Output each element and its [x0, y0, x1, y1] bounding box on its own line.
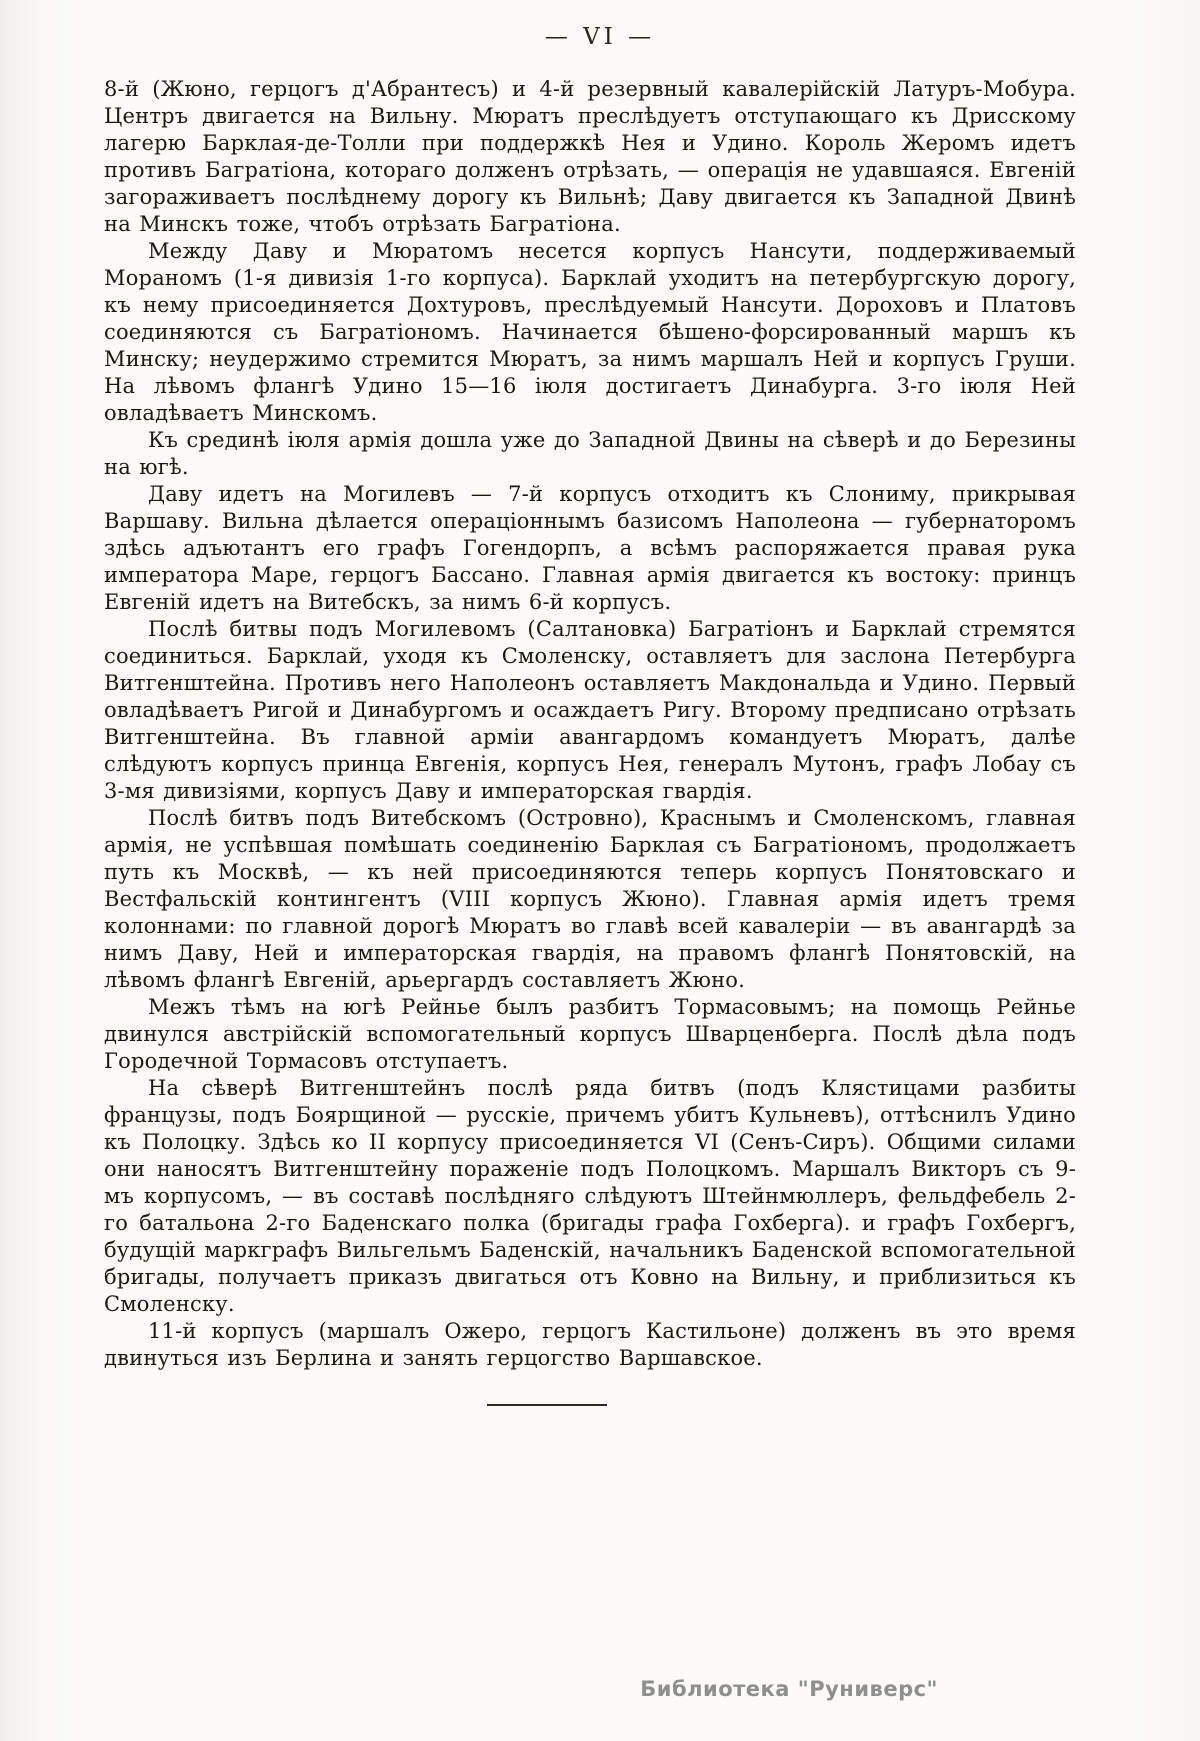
paragraph: Между Даву и Мюратомъ несется корпусъ Нансути, поддерживаемый Мораномъ (1-я дивизія 1-го корпуса). Барклай уходитъ на петербургскую дорогу, къ нему присоединяется Дохтуровъ, преслѣдуемый Нансути. Дороховъ и Платовъ соединяются съ Багратіономъ. Начинается бѣшено-форсированный маршъ къ Минску; неудержимо стремится Мюратъ, за нимъ маршалъ Ней и корпусъ Груши. На лѣвомъ флангѣ Удино 15—16 іюля достигаетъ Динабурга. 3-го іюля Ней овладѣваетъ Минскомъ.: [104, 239, 1076, 425]
paragraph: Послѣ битвъ подъ Витебскомъ (Островно), Краснымъ и Смоленскомъ, главная армія, не успѣвшая помѣшать соединенію Барклая съ Багратіономъ, продолжаетъ путь къ Москвѣ, — къ ней присоединяются теперь корпусъ Понятовскаго и Вестфальскій контингентъ (VIII корпусъ Жюно). Главная армія идетъ тремя колоннами: по главной дорогѣ Мюратъ во главѣ всей кавалеріи — въ авангардѣ за нимъ Даву, Ней и императорская гвардія, на правомъ флангѣ Понятовскій, на лѣвомъ флангѣ Евгеній, арьергардъ составляетъ Жюно.: [104, 806, 1076, 992]
paragraph: 11-й корпусъ (маршалъ Ожеро, герцогъ Кастильоне) долженъ въ это время двинуться изъ Берлина и занять герцогство Варшавское.: [104, 1319, 1076, 1370]
paragraph: На сѣверѣ Витгенштейнъ послѣ ряда битвъ (подъ Клястицами разбиты французы, подъ Боярщиной — русскіе, причемъ убитъ Кульневъ), оттѣснилъ Удино къ Полоцку. Здѣсь ко II корпусу присоединяется VI (Сенъ-Сиръ). Общими силами они наносятъ Витгенштейну пораженіе подъ Полоцкомъ. Маршалъ Викторъ съ 9-мъ корпусомъ, — въ составѣ послѣдняго слѣдуютъ Штейнмюллеръ, фельдфебель 2-го батальона 2-го Баденскаго полка (бригады графа Гохберга). и графъ Гохбергъ, будущій маркграфъ Вильгельмъ Баденскій, начальникъ Баденской вспомогательной бригады, получаетъ приказъ двигаться отъ Ковно на Вильну, и приблизиться къ Смоленску.: [104, 1076, 1076, 1316]
page-text-block: [104, 76, 1076, 1372]
paragraph: Къ срединѣ іюля армія дошла уже до Западной Двины на сѣверѣ и до Березины на югѣ.: [104, 428, 1076, 479]
page-number: — VI —: [544, 24, 656, 50]
paragraph: Послѣ битвы подъ Могилевомъ (Салтановка) Багратіонъ и Барклай стремятся соединиться. Барклай, уходя къ Смоленску, оставляетъ для заслона Петербурга Витгенштейна. Противъ него Наполеонъ оставляетъ Макдональда и Удино. Первый овладѣваетъ Ригой и Динабургомъ и осаждаетъ Ригу. Второму предписано отрѣзать Витгенштейна. Въ главной арміи авангардомъ командуетъ Мюратъ, далѣе слѣдуютъ корпусъ принца Евгенія, корпусъ Нея, генералъ Мутонъ, графъ Лобау съ 3-мя дивизіями, корпусъ Даву и императорская гвардія.: [104, 617, 1076, 803]
paragraph: 8-й (Жюно, герцогъ д'Абрантесъ) и 4-й резервный кавалерійскій Латуръ-Мобура. Центръ двигается на Вильну. Мюратъ преслѣдуетъ отступающаго къ Дрисскому лагерю Барклая-де-Толли при поддержкѣ Нея и Удино. Король Жеромъ идетъ противъ Багратіона, котораго долженъ отрѣзать, — операція не удавшаяся. Евгеній загораживаетъ послѣднему дорогу къ Вильнѣ; Даву двигается къ Западной Двинѣ на Минскъ тоже, чтобъ отрѣзать Багратіона.: [104, 77, 1076, 236]
paragraph: Даву идетъ на Могилевъ — 7-й корпусъ отходитъ къ Слониму, прикрывая Варшаву. Вильна дѣлается операціоннымъ базисомъ Наполеона — губернаторомъ здѣсь адъютантъ его графъ Гогендорпъ, а всѣмъ распоряжается правая рука императора Маре, герцогъ Бассано. Главная армія двигается къ востоку: принцъ Евгеній идетъ на Витебскъ, за нимъ 6-й корпусъ.: [104, 482, 1076, 614]
section-end-rule: [487, 1404, 607, 1406]
paragraph: Межъ тѣмъ на югѣ Рейнье былъ разбитъ Тормасовымъ; на помощь Рейнье двинулся австрійскій вспомогательный корпусъ Шварценберга. Послѣ дѣла подъ Городечной Тормасовъ отступаетъ.: [104, 995, 1076, 1073]
library-watermark: Библиотека "Руниверс": [640, 1677, 938, 1701]
